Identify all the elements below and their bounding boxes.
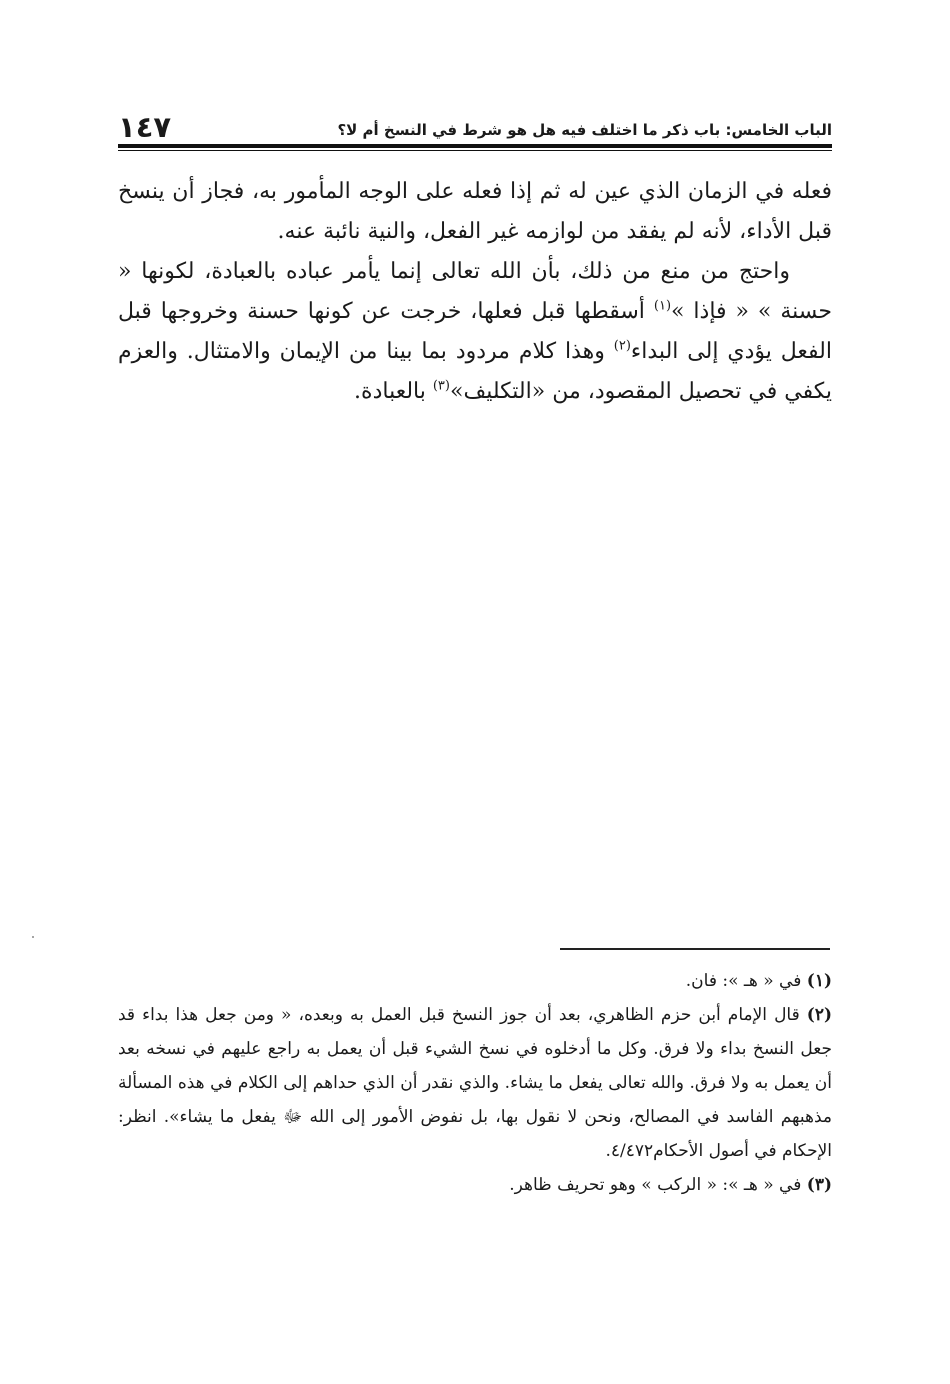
footnote-3-text: في « هـ »: « الركب » وهو تحريف ظاهر. — [509, 1175, 802, 1195]
running-header — [118, 108, 832, 144]
body-paragraph-1: فعله في الزمان الذي عين له ثم إذا فعله على الوجه المأمور به، فجاز أن ينسخ قبل الأداء، لأنه لم يفقد من لوازمه غير الفعل، والنية نائبة عنه. — [118, 179, 832, 244]
main-text — [118, 172, 832, 412]
footnote-ref-1: (١) — [653, 298, 672, 314]
footnote-2-number: (٢) — [806, 1005, 833, 1025]
footnote-1-number: (١) — [806, 971, 832, 991]
footnote-3 — [118, 1168, 832, 1202]
footnote-separator — [560, 948, 830, 950]
body-paragraph-2-part-4: بالعبادة. — [354, 379, 433, 404]
footnote-3-number: (٣) — [806, 1175, 832, 1195]
body-paragraph-2-part-3: وهذا كلام مردود بما بينا من الإيمان والامتثال. والعزم يكفي في تحصيل المقصود، من «التكليف» — [118, 339, 832, 404]
footnotes — [118, 964, 832, 1202]
body-paragraph-2 — [118, 252, 832, 412]
body-paragraph-2-part-2: أسقطها قبل فعلها، خرجت عن كونها حسنة وخروجها قبل الفعل يؤدي إلى البداء — [118, 299, 832, 364]
footnote-ref-2: (٢) — [613, 338, 631, 354]
page-number: ١٤٧ — [118, 110, 172, 144]
footnote-2 — [118, 998, 832, 1168]
footnote-ref-3: (٣) — [432, 378, 450, 394]
footnote-1 — [118, 964, 832, 998]
scan-speck — [32, 936, 34, 938]
chapter-title: الباب الخامس: باب ذكر ما اختلف فيه هل هو شرط في النسخ أم لا؟ — [337, 121, 832, 139]
header-rule-thick — [118, 144, 832, 148]
body-paragraph-2-part-1: واحتج من منع من ذلك، بأن الله تعالى إنما يأمر عباده بالعبادة، لكونها « حسنة » « فإذا » — [118, 259, 833, 324]
footnote-1-text: في « هـ »: فان. — [685, 971, 802, 991]
footnote-2-text: قال الإمام أبن حزم الظاهري، بعد أن جوز النسخ قبل العمل به وبعده، « ومن جعل هذا بداء قد جعل النسخ بداء ولا فرق. وكل ما أدخلوه في نسخ الشيء قبل أن يعمل به راجع عليهم في نسخه بعد أن يعمل به ولا فرق. والله تعالى يفعل ما يشاء. والذي نقدر أن الذي حداهم إلى الكلام في هذه المسألة مذهبهم الفاسد في المصالح، ونحن لا نقول بها، بل نفوض الأمور إلى الله ﷻ يفعل ما يشاء». انظر: الإحكام في أصول الأحكام٤/٤٧٢. — [118, 1005, 832, 1161]
header-rule-thin — [118, 150, 832, 151]
